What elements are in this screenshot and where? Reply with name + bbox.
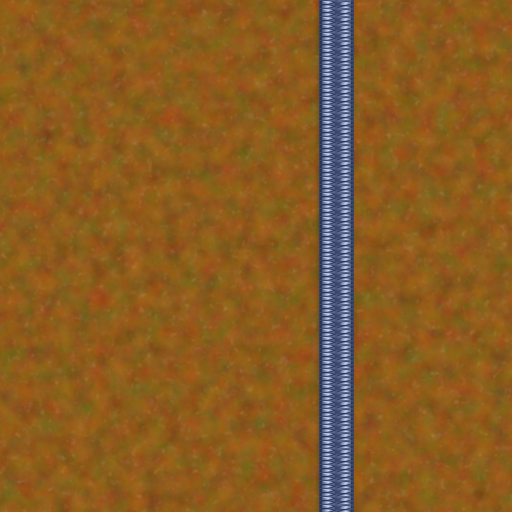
metal-zipper (319, 0, 354, 512)
zipper-icon (319, 0, 354, 512)
